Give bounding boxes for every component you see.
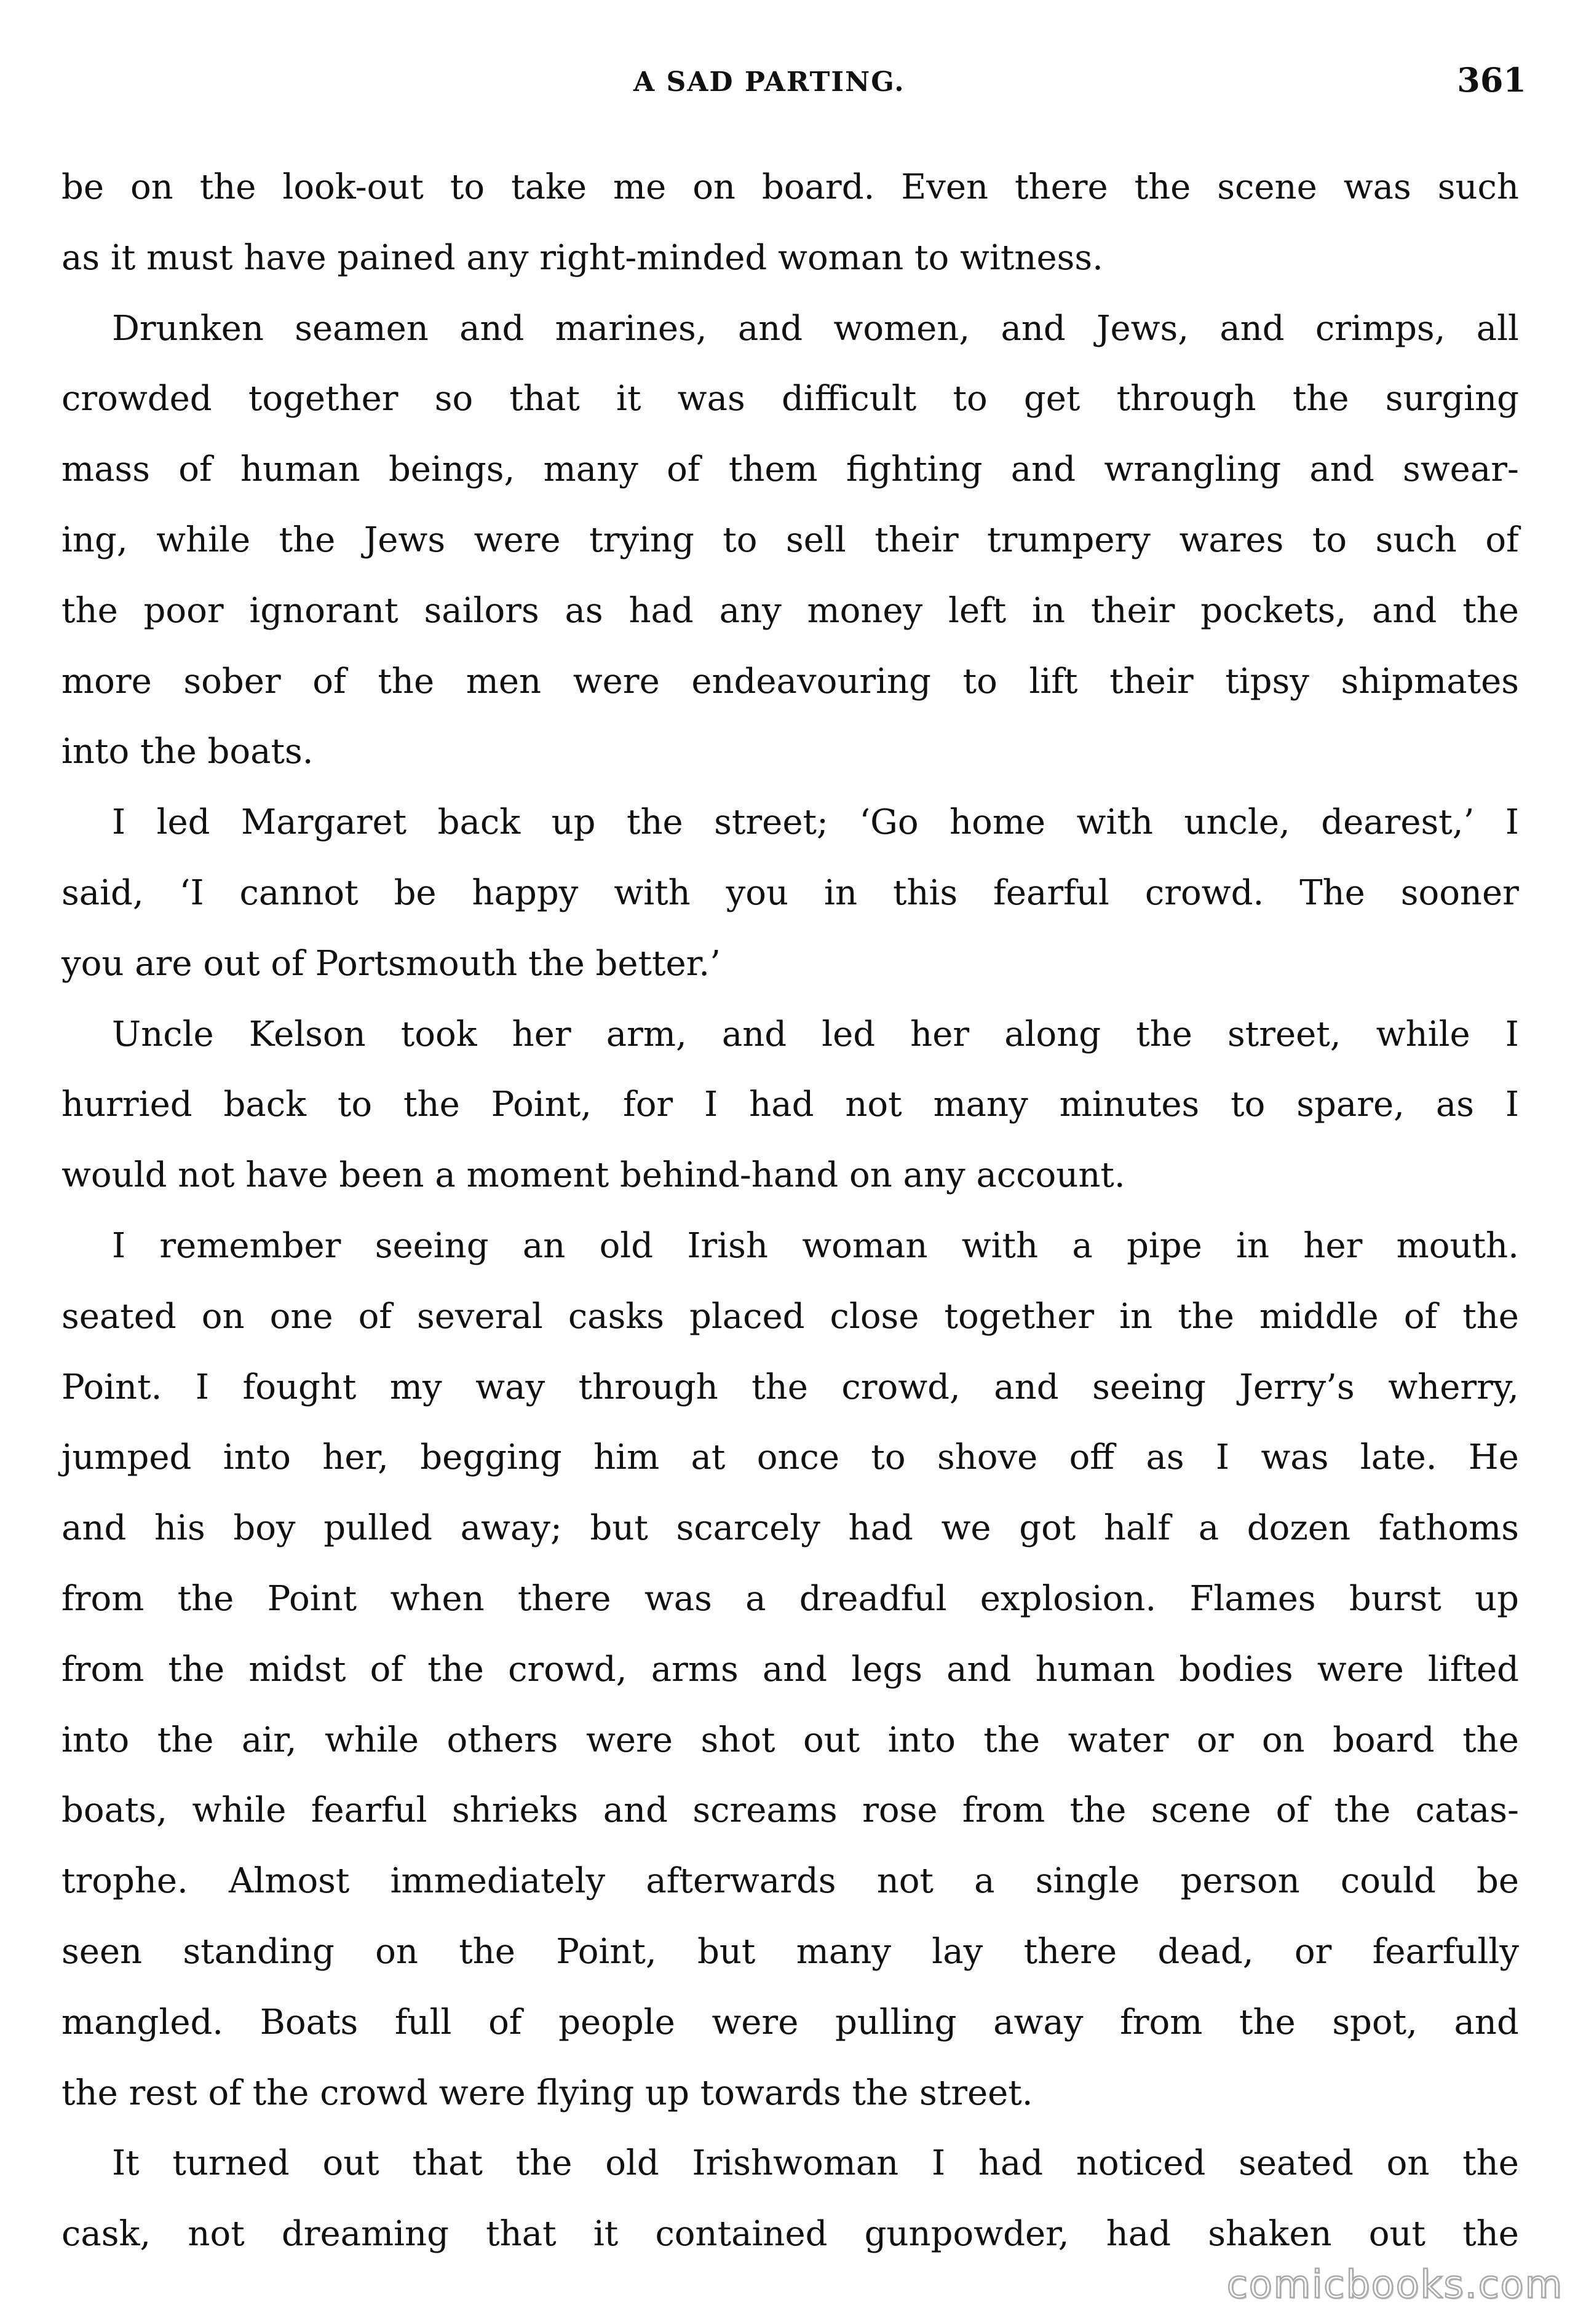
text-line: mass of human beings, many of them fighting and wrangling and swear- (61, 449, 1519, 490)
text-line: jumped into her, begging him at once to shove off as I was late. He (61, 1437, 1519, 1478)
text-line: you are out of Portsmouth the better.’ (61, 943, 721, 984)
running-title: A SAD PARTING. (633, 66, 905, 98)
text-line: Uncle Kelson took her arm, and led her along the street, while I (112, 1014, 1519, 1054)
text-line: be on the look-out to take me on board. Even there the scene was such (61, 167, 1519, 207)
watermark-logo: comicbooks.com (1226, 2262, 1563, 2307)
text-line: hurried back to the Point, for I had not many minutes to spare, as I (61, 1085, 1519, 1125)
text-line: seen standing on the Point, but many lay there dead, or fearfully (61, 1931, 1519, 1972)
text-line: Drunken seamen and marines, and women, and Jews, and crimps, all (112, 308, 1519, 349)
text-line: cask, not dreaming that it contained gunpowder, had shaken out the (61, 2214, 1519, 2255)
page-number: 361 (1457, 60, 1526, 100)
body-text (61, 152, 1519, 2270)
text-line: ing, while the Jews were trying to sell their trumpery wares to such of (61, 520, 1519, 560)
text-line: more sober of the men were endeavouring to lift their tipsy shipmates (61, 661, 1519, 702)
text-line: boats, while fearful shrieks and screams rose from the scene of the catas- (61, 1790, 1519, 1831)
text-line: the poor ignorant sailors as had any money left in their pockets, and the (61, 590, 1519, 631)
text-line: would not have been a moment behind-hand on any account. (61, 1155, 1125, 1196)
text-line: the rest of the crowd were flying up towards the street. (61, 2073, 1033, 2113)
text-line: crowded together so that it was difficult to get through the surging (61, 379, 1519, 419)
text-line: It turned out that the old Irishwoman I had noticed seated on the (112, 2143, 1519, 2184)
text-line: into the air, while others were shot out into the water or on board the (61, 1720, 1519, 1760)
text-line: said, ‘I cannot be happy with you in this fearful crowd. The sooner (61, 872, 1519, 913)
text-line: I led Margaret back up the street; ‘Go home with uncle, dearest,’ I (112, 802, 1519, 843)
text-line: from the Point when there was a dreadful explosion. Flames burst up (61, 1578, 1519, 1619)
text-line: I remember seeing an old Irish woman with a pipe in her mouth. (112, 1225, 1519, 1266)
text-line: and his boy pulled away; but scarcely had we got half a dozen fathoms (61, 1508, 1519, 1549)
text-line: seated on one of several casks placed close together in the middle of the (61, 1296, 1519, 1337)
text-line: from the midst of the crowd, arms and legs and human bodies were lifted (61, 1649, 1519, 1690)
text-line: as it must have pained any right-minded woman to witness. (61, 237, 1103, 278)
text-line: mangled. Boats full of people were pulling away from the spot, and (61, 2002, 1519, 2042)
text-line: into the boats. (61, 732, 314, 772)
text-line: Point. I fought my way through the crowd, and seeing Jerry’s wherry, (61, 1367, 1519, 1407)
text-line: trophe. Almost immediately afterwards not a single person could be (61, 1861, 1519, 1902)
